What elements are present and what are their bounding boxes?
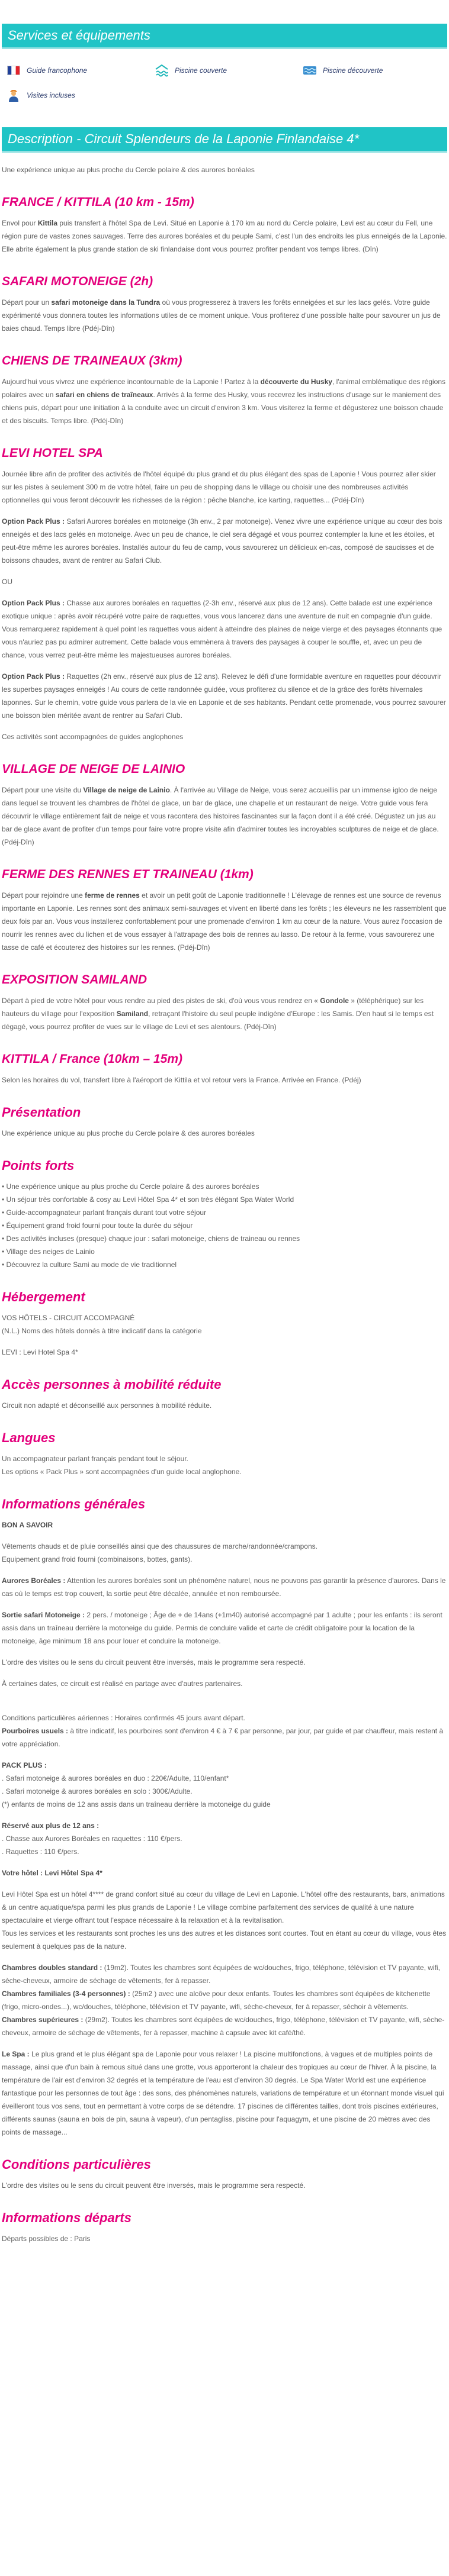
- text-run: Envol pour: [2, 219, 38, 227]
- text-run-bold: Samiland: [116, 1010, 149, 1018]
- day-title: EXPOSITION SAMILAND: [2, 973, 147, 986]
- text-run: à titre indicatif, les pourboires sont d'environ 4 € à 7 € par personne, par jour, par guide et par chauffeur, mais restent à votre appréciation.: [2, 1727, 444, 1748]
- text-run-bold: Chambres doubles standard :: [2, 1964, 102, 1972]
- service-item-indoor-pool: [150, 62, 298, 79]
- text-run-bold: safari motoneige dans la Tundra: [51, 298, 161, 307]
- hotels-note: [2, 1311, 447, 1337]
- text-run-bold: Le Spa :: [2, 2050, 30, 2058]
- text-run: (*) enfants de moins de 12 ans assis dans un traîneau derrière la motoneige du guide: [2, 1800, 271, 1808]
- text-run: , retraçant l'histoire du seul peuple indigène d'Europe : les Samis. D'en haut si le temps est dégagé, vous pourrez profiter de vues sur le village de Levi et ses alentours. (Pdéj-Dîn): [2, 1010, 434, 1031]
- text-run: . À l'arrivée au Village de Neige, vous serez accueillis par un immense igloo de neige dans lequel se trouvent les chambres de l'hôtel de glace, un bar de glace, une chapelle et un restaurant de neige. Votre guide vous fera découvrir le village entièrement fait de neige et vous racontera des histoires fascinantes sur la façon dont il a été créé. Dégustez un jus au bar de glace avant de profiter d'un temps pour faire votre propre visite afin d'admirer toutes les incroyables sculptures de neige et de glace. (Pdéj-Dîn): [2, 786, 439, 846]
- list-item: • Des activités incluses (presque) chaque jour : safari motoneige, chiens de traineau ou rennes: [2, 1232, 447, 1245]
- day-exposition-samiland: [2, 972, 447, 1033]
- day-title: SAFARI MOTONEIGE (2h): [2, 275, 153, 288]
- text-run: Levi Hôtel Spa est un hôtel 4**** de grand confort situé au cœur du village de Levi en Laponie. L'hôtel offre des restaurants, bars, animations & un centre aquatique/spa parmi les plus grands de Laponie ! Le village combine parfaitement des services de qualité à une nature spectaculaire et vierge offrant tout l'espace nécessaire à la relaxation et à la revitalisation.: [2, 1890, 445, 1924]
- text-run: . Safari motoneige & aurores boréales en duo : 220€/Adulte, 110/enfant*: [2, 1774, 229, 1782]
- accessibility-section: [2, 1376, 447, 1412]
- service-item-outdoor-pool: [298, 62, 446, 79]
- text-run-bold: Votre hôtel : Levi Hôtel Spa 4*: [2, 1869, 102, 1877]
- outdoor-pool-icon: [303, 63, 317, 78]
- indoor-pool-icon: [155, 63, 169, 78]
- text-run: OU: [2, 578, 12, 586]
- text-run: Départ pour une visite du: [2, 786, 84, 794]
- options-guides-note: [2, 730, 447, 743]
- text-run: . Chasse aux Aurores Boréales en raquettes : 110 €/pers.: [2, 1835, 182, 1843]
- list-item: • Une expérience unique au plus proche du Cercle polaire & des aurores boréales: [2, 1180, 447, 1193]
- day-paragraph: [2, 784, 447, 849]
- aurora-note: [2, 1574, 447, 1600]
- option-separator: [2, 575, 447, 588]
- departs-section: [2, 2210, 447, 2245]
- text-run: . Raquettes : 110 €/pers.: [2, 1848, 79, 1856]
- text-run: Départ pour rejoindre une: [2, 891, 85, 899]
- list-item: • Découvrez la culture Sami au mode de vie traditionnel: [2, 1258, 447, 1271]
- highlights-list: [2, 1180, 447, 1271]
- text-run: Raquettes (2h env., réservé aux plus de 12 ans). Relevez le défi d'une formidable aventure en raquettes pour découvrir les superbes paysages enneigés ! Au cours de cette randonnée guidée, vous profiterez du silence et de la grâce des forêts hivernales laponnes. Sur le chemin, votre guide vous parlera de la vie en Laponie et de ses habitants. Pendant cette promenade, vous pourrez savourer une boisson bien méritée avant de rentrer au Safari Club.: [2, 672, 446, 720]
- text-run-bold: Option Pack Plus :: [2, 672, 65, 681]
- description-intro: Une expérience unique au plus proche du Cercle polaire & des aurores boréales: [2, 166, 255, 174]
- text-run-bold: Gondole: [320, 997, 349, 1005]
- text-run: où vous progresserez à travers les forêts enneigées et sur les lacs gelés. Votre guide expérimenté vous donnera toutes les informations utiles de ce moment unique. Vous profiterez d'une possible halte pour savourer un jus de baies chaud. Temps libre (Pdéj-Dîn): [2, 298, 441, 333]
- text-run-bold: ferme de rennes: [85, 891, 140, 899]
- description-header-bar: Description - Circuit Splendeurs de la Laponie Finlandaise 4*: [2, 127, 447, 153]
- text-run: Aujourd'hui vous vivrez une expérience incontournable de la Laponie ! Partez à la: [2, 378, 261, 386]
- day-title: VILLAGE DE NEIGE DE LAINIO: [2, 762, 185, 776]
- text-run: 2 pers. / motoneige ; Âge de + de 14ans (+1m40) autorisé accompagné par 1 adulte ; pour les enfants : ils seront assis dans un traîneau derrière la motoneige du guide. Permis de conduire valide et carte de crédit obligatoire pour la location de la motoneige, âge minimum 18 ans pour louer et conduire la motoneige.: [2, 1611, 442, 1645]
- option-pack-plus-raquettes: [2, 670, 447, 722]
- text-run-bold: safari en chiens de traîneaux: [55, 391, 153, 399]
- text-run-bold: Chambres familiales (3-4 personnes) :: [2, 1990, 130, 1998]
- spa-description: [2, 2048, 447, 2139]
- service-label: Piscine découverte: [323, 66, 383, 75]
- conditions-text: L'ordre des visites ou le sens du circuit peuvent être inversés, mais le programme sera respecté.: [2, 2181, 306, 2190]
- text-run: (19m2). Toutes les chambres sont équipées de wc/douches, frigo, téléphone, télévision et TV payante, wifi, sèche-cheveux, armoire de séchage de vêtements, fer à repasser.: [2, 1964, 440, 1985]
- text-run: puis transfert à l'hôtel Spa de Levi. Situé en Laponie à 170 km au nord du Cercle polaire, Levi est au cœur du Fell, une région pure de vastes zones sauvages. Terre des aurores boréales et du peuple Sami, c'est l'un des endroits les plus enneigés de la Laponie. Elle abrite également la plus grande station de ski finlandaise dont vous pourrez profiter pendant vos temps libres. (Dîn): [2, 219, 447, 253]
- text-run: . Safari motoneige & aurores boréales en solo : 300€/Adulte.: [2, 1787, 193, 1795]
- day-ferme-des-rennes: [2, 866, 447, 954]
- day-paragraph: [2, 375, 447, 427]
- text-run: Equipement grand froid fourni (combinaisons, bottes, gants).: [2, 1555, 193, 1563]
- section-title: Hébergement: [2, 1289, 85, 1304]
- infos-generales-section: [2, 1496, 447, 2139]
- section-title: Points forts: [2, 1158, 75, 1173]
- section-title: Présentation: [2, 1105, 81, 1120]
- text-run: et avoir un petit goût de Laponie traditionnelle ! L'élevage de rennes est une source de revenus importante en Laponie. Les rennes sont des animaux semi-sauvages et vivent en liberté dans les forêts ; les éleveurs ne les rassemblent que deux fois par an. Vous vous installerez confortablement pour une promenade d'environ 1 km au cœur de la nature. Vous aurez l'occasion de nourrir les rennes avec du lichen et de vous essayer à l'attrapage des bois de rennes au lasso. De retour à la ferme, vous savourerez une tasse de café et écouterez des histoires sur les rennes. (Pdéj-Dîn): [2, 891, 447, 952]
- service-item-guide: [2, 62, 150, 79]
- text-run: Départ pour un: [2, 298, 52, 307]
- rooms-description: [2, 1961, 447, 2039]
- text-run-bold: Village de neige de Lainio: [83, 786, 170, 794]
- text-run: Attention les aurores boréales sont un phénomène naturel, nous ne pouvons pas garantir la présence d'aurores. Dans le cas où le temps est trop couvert, la sortie peut être décalée, annulée et non remboursée.: [2, 1576, 446, 1598]
- text-run-bold: Kittila: [37, 219, 58, 227]
- text-run: Les options « Pack Plus » sont accompagnées d'un guide local anglophone.: [2, 1468, 242, 1476]
- day-title: CHIENS DE TRAINEAUX (3km): [2, 354, 182, 367]
- text-run-bold: Sortie safari Motoneige :: [2, 1611, 85, 1619]
- text-run: VOS HÔTELS - CIRCUIT ACCOMPAGNÉ: [2, 1314, 135, 1322]
- section-title: Informations départs: [2, 2210, 132, 2225]
- option-pack-plus-aurores-raquettes: [2, 597, 447, 662]
- text-run-bold: BON A SAVOIR: [2, 1521, 53, 1529]
- day-paragraph: [2, 994, 447, 1033]
- day-title: FRANCE / KITTILA (10 km - 15m): [2, 195, 194, 209]
- langues-section: [2, 1430, 447, 1478]
- text-run-bold: Aurores Boréales :: [2, 1576, 66, 1585]
- text-run: Le plus grand et le plus élégant spa de Laponie pour vous relaxer ! La piscine multifonctions, à vagues et de multiples points de massage, ainsi que d'un bain à remous situé dans une grotte, vous apporteront la chaleur des tropiques au cœur de l'hiver. À la piscine, la température de l'air est d'environ 32 degrés et la température de l'eau est d'environ 30 degrés. Le Spa Water World est une expérience fantastique pour les personnes de tout âge : des sons, des phénomènes naturels, variations de température et un étonnant monde visuel qui éveilleront tous vos sens, tout en permettant à votre corps de se détendre. 17 piscines de différentes tailles, dont trois piscines extérieures, différents saunas (sauna en bois de pin, sauna à vapeur), d'un pentagliss, piscine pour l'aquagym, et une piscine de 20 mètres avec des points de massage...: [2, 2050, 444, 2136]
- spacer: [2, 1698, 447, 1711]
- text-run-bold: Option Pack Plus :: [2, 517, 65, 525]
- section-title: Conditions particulières: [2, 2157, 151, 2172]
- text-run: Conditions particulières aériennes : Horaires confirmés 45 jours avant départ.: [2, 1714, 245, 1722]
- section-title: Accès personnes à mobilité réduite: [2, 1377, 222, 1392]
- day-levi-hotel-spa: [2, 445, 447, 743]
- text-run: Journée libre afin de profiter des activités de l'hôtel équipé du plus grand et du plus élégant des spas de Laponie ! Vous pourrez aller skier sur les pistes à seulement 300 m de votre hôtel, faire un peu de shopping dans le village ou choisir une des nombreuses activités optionnelles qui vous feront découvrir les richesses de la région : pêche blanche, ice karting, raquettes... (Pdéj-Dîn): [2, 470, 436, 504]
- services-list: [2, 62, 447, 104]
- text-run-bold: Option Pack Plus :: [2, 599, 65, 607]
- section-title: Informations générales: [2, 1497, 146, 1511]
- option-pack-plus-aurores-motoneige: [2, 515, 447, 567]
- text-run: , l'animal emblématique des régions polaires avec un: [2, 378, 446, 399]
- text-run: Chasse aux aurores boréales en raquettes (2-3h env., réservé aux plus de 12 ans). Cette balade est une expérience exotique unique : après avoir récupéré votre paire de raquettes, vous vous lancerez dans une aventure de nuit en compagnie d'un guide. Vous remarquerez rapidement à quel point les raquettes vous aident à atteindre des plaines de neige vierge et des paysages étonnants que vous n'auriez pas pu admirer autrement. Cette balade vous emmènera à travers des paysages à couper le souffle, et, avec un peu de chance, vous verrez peut-être même les majestueuses aurores boréales.: [2, 599, 442, 659]
- service-label: Guide francophone: [27, 66, 88, 75]
- day-paragraph: [2, 468, 447, 507]
- order-note: L'ordre des visites ou le sens du circuit peuvent être inversés, mais le programme sera respecté.: [2, 1658, 306, 1666]
- languages-text: [2, 1452, 447, 1478]
- hotel-description: [2, 1888, 447, 1953]
- day-safari-motoneige: [2, 273, 447, 335]
- text-run: Ces activités sont accompagnées de guides anglophones: [2, 733, 184, 741]
- text-run: Tous les services et les restaurants sont proches les uns des autres et les distances sont courtes. Tout en étant au cœur du village, vous êtes seulement à quelques pas de la nature.: [2, 1929, 447, 1950]
- day-village-de-neige: [2, 761, 447, 849]
- guided-visit-icon: [7, 88, 21, 102]
- list-item: • Guide-accompagnateur parlant français durant tout votre séjour: [2, 1206, 447, 1219]
- accessibility-text: Circuit non adapté et déconseillé aux personnes à mobilité réduite.: [2, 1401, 212, 1410]
- air-tips-note: [2, 1711, 447, 1750]
- list-item: • Village des neiges de Lainio: [2, 1245, 447, 1258]
- day-chiens-de-traineaux: [2, 353, 447, 427]
- text-run-bold: Réservé aux plus de 12 ans :: [2, 1821, 100, 1830]
- french-flag-icon: [7, 63, 21, 78]
- text-run-bold: Pourboires usuels :: [2, 1727, 69, 1735]
- text-run-bold: PACK PLUS :: [2, 1761, 47, 1769]
- presentation-text: Une expérience unique au plus proche du Cercle polaire & des aurores boréales: [2, 1129, 255, 1137]
- day-paragraph: [2, 217, 447, 256]
- text-run: (29m2). Toutes les chambres sont équipées de wc/douches, frigo, téléphone, télévision et TV payante, wifi, sèche-cheveux, armoire de séchage de vêtements, fer à repasser, machine à capsule avec kit café/thé.: [2, 2016, 445, 2037]
- day-paragraph: [2, 889, 447, 954]
- services-header-bar: Services et équipements: [2, 24, 447, 49]
- text-run: Vêtements chauds et de pluie conseillés ainsi que des chaussures de marche/randonnée/crampons.: [2, 1542, 317, 1550]
- day-kittila-france: [2, 1051, 447, 1087]
- text-run: (N.L.) Noms des hôtels donnés à titre indicatif dans la catégorie: [2, 1327, 202, 1335]
- text-run: Safari Aurores boréales en motoneige (3h env., 2 par motoneige). Venez vivre une expérience unique au cœur des bois enneigés et des lacs gelés en motoneige. Avec un peu de chance, le ciel sera dégagé et vous pourrez contempler la lune et les étoiles, et peut-être même les aurores boréales. Installés autour du feu de camp, vous savourerez un délicieux en-cas, composé de saucisses et de boissons chaudes, avant de rentrer au Safari Club.: [2, 517, 442, 565]
- list-item: • Un séjour très confortable & cosy au Levi Hôtel Spa 4* et son très élégant Spa Water World: [2, 1193, 447, 1206]
- hotel-title: [2, 1866, 447, 1879]
- hebergement-section: [2, 1289, 447, 1359]
- day-paragraph: [2, 296, 447, 335]
- hotel-name: LEVI : Levi Hotel Spa 4*: [2, 1348, 78, 1356]
- text-run-bold: découverte du Husky: [260, 378, 332, 386]
- service-item-visits: [2, 87, 150, 104]
- text-run: . Arrivés à la ferme des Husky, vous recevrez les instructions d'usage sur le maniement des chiens puis, départ pour une initiation à la conduite avec un circuit d'environ 3 km. Vous visiterez la ferme et dégusterez une boisson chaude et des biscuits. Temps libre. (Pdéj-Dîn): [2, 391, 444, 425]
- points-forts-section: [2, 1158, 447, 1271]
- presentation-section: [2, 1104, 447, 1140]
- departs-text: Départs possibles de : Paris: [2, 2235, 91, 2243]
- text-run: Un accompagnateur parlant français pendant tout le séjour.: [2, 1455, 188, 1463]
- text-run: Départ à pied de votre hôtel pour vous rendre au pied des pistes de ski, d'où vous vous rendrez en «: [2, 997, 320, 1005]
- day-title: KITTILA / France (10km – 15m): [2, 1052, 182, 1066]
- day-title: FERME DES RENNES ET TRAINEAU (1km): [2, 868, 254, 881]
- pack-plus-prices: [2, 1759, 447, 1811]
- text-run: Selon les horaires du vol, transfert libre à l'aéroport de Kittila et vol retour vers la France. Arrivée en France. (Pdéj): [2, 1076, 361, 1084]
- clothing-note: [2, 1540, 447, 1566]
- conditions-section: [2, 2156, 447, 2192]
- sharing-note: À certaines dates, ce circuit est réalisé en partage avec d'autres partenaires.: [2, 1679, 243, 1688]
- section-title: Langues: [2, 1430, 56, 1445]
- over-12-prices: [2, 1819, 447, 1858]
- day-paragraph: [2, 1073, 447, 1087]
- day-title: LEVI HOTEL SPA: [2, 446, 103, 460]
- day-france-kittila: [2, 194, 447, 256]
- text-run: » (téléphérique) sur les hauteurs du village pour l'exposition: [2, 997, 424, 1018]
- good-to-know-title: [2, 1518, 447, 1532]
- text-run: (25m2 ) avec une alcôve pour deux enfants. Toutes les chambres sont équipées de kitchenette (frigo, micro-ondes...), wc/douches, téléphone, télévision et TV payante, wifi, sèche-cheveux, fer à repasser, séchoir à vêtements.: [2, 1990, 431, 2011]
- list-item: • Équipement grand froid fourni pour toute la durée du séjour: [2, 1219, 447, 1232]
- snowmobile-note: [2, 1608, 447, 1648]
- service-label: Visites incluses: [27, 91, 75, 99]
- text-run-bold: Chambres supérieures :: [2, 2016, 84, 2024]
- service-label: Piscine couverte: [175, 66, 227, 75]
